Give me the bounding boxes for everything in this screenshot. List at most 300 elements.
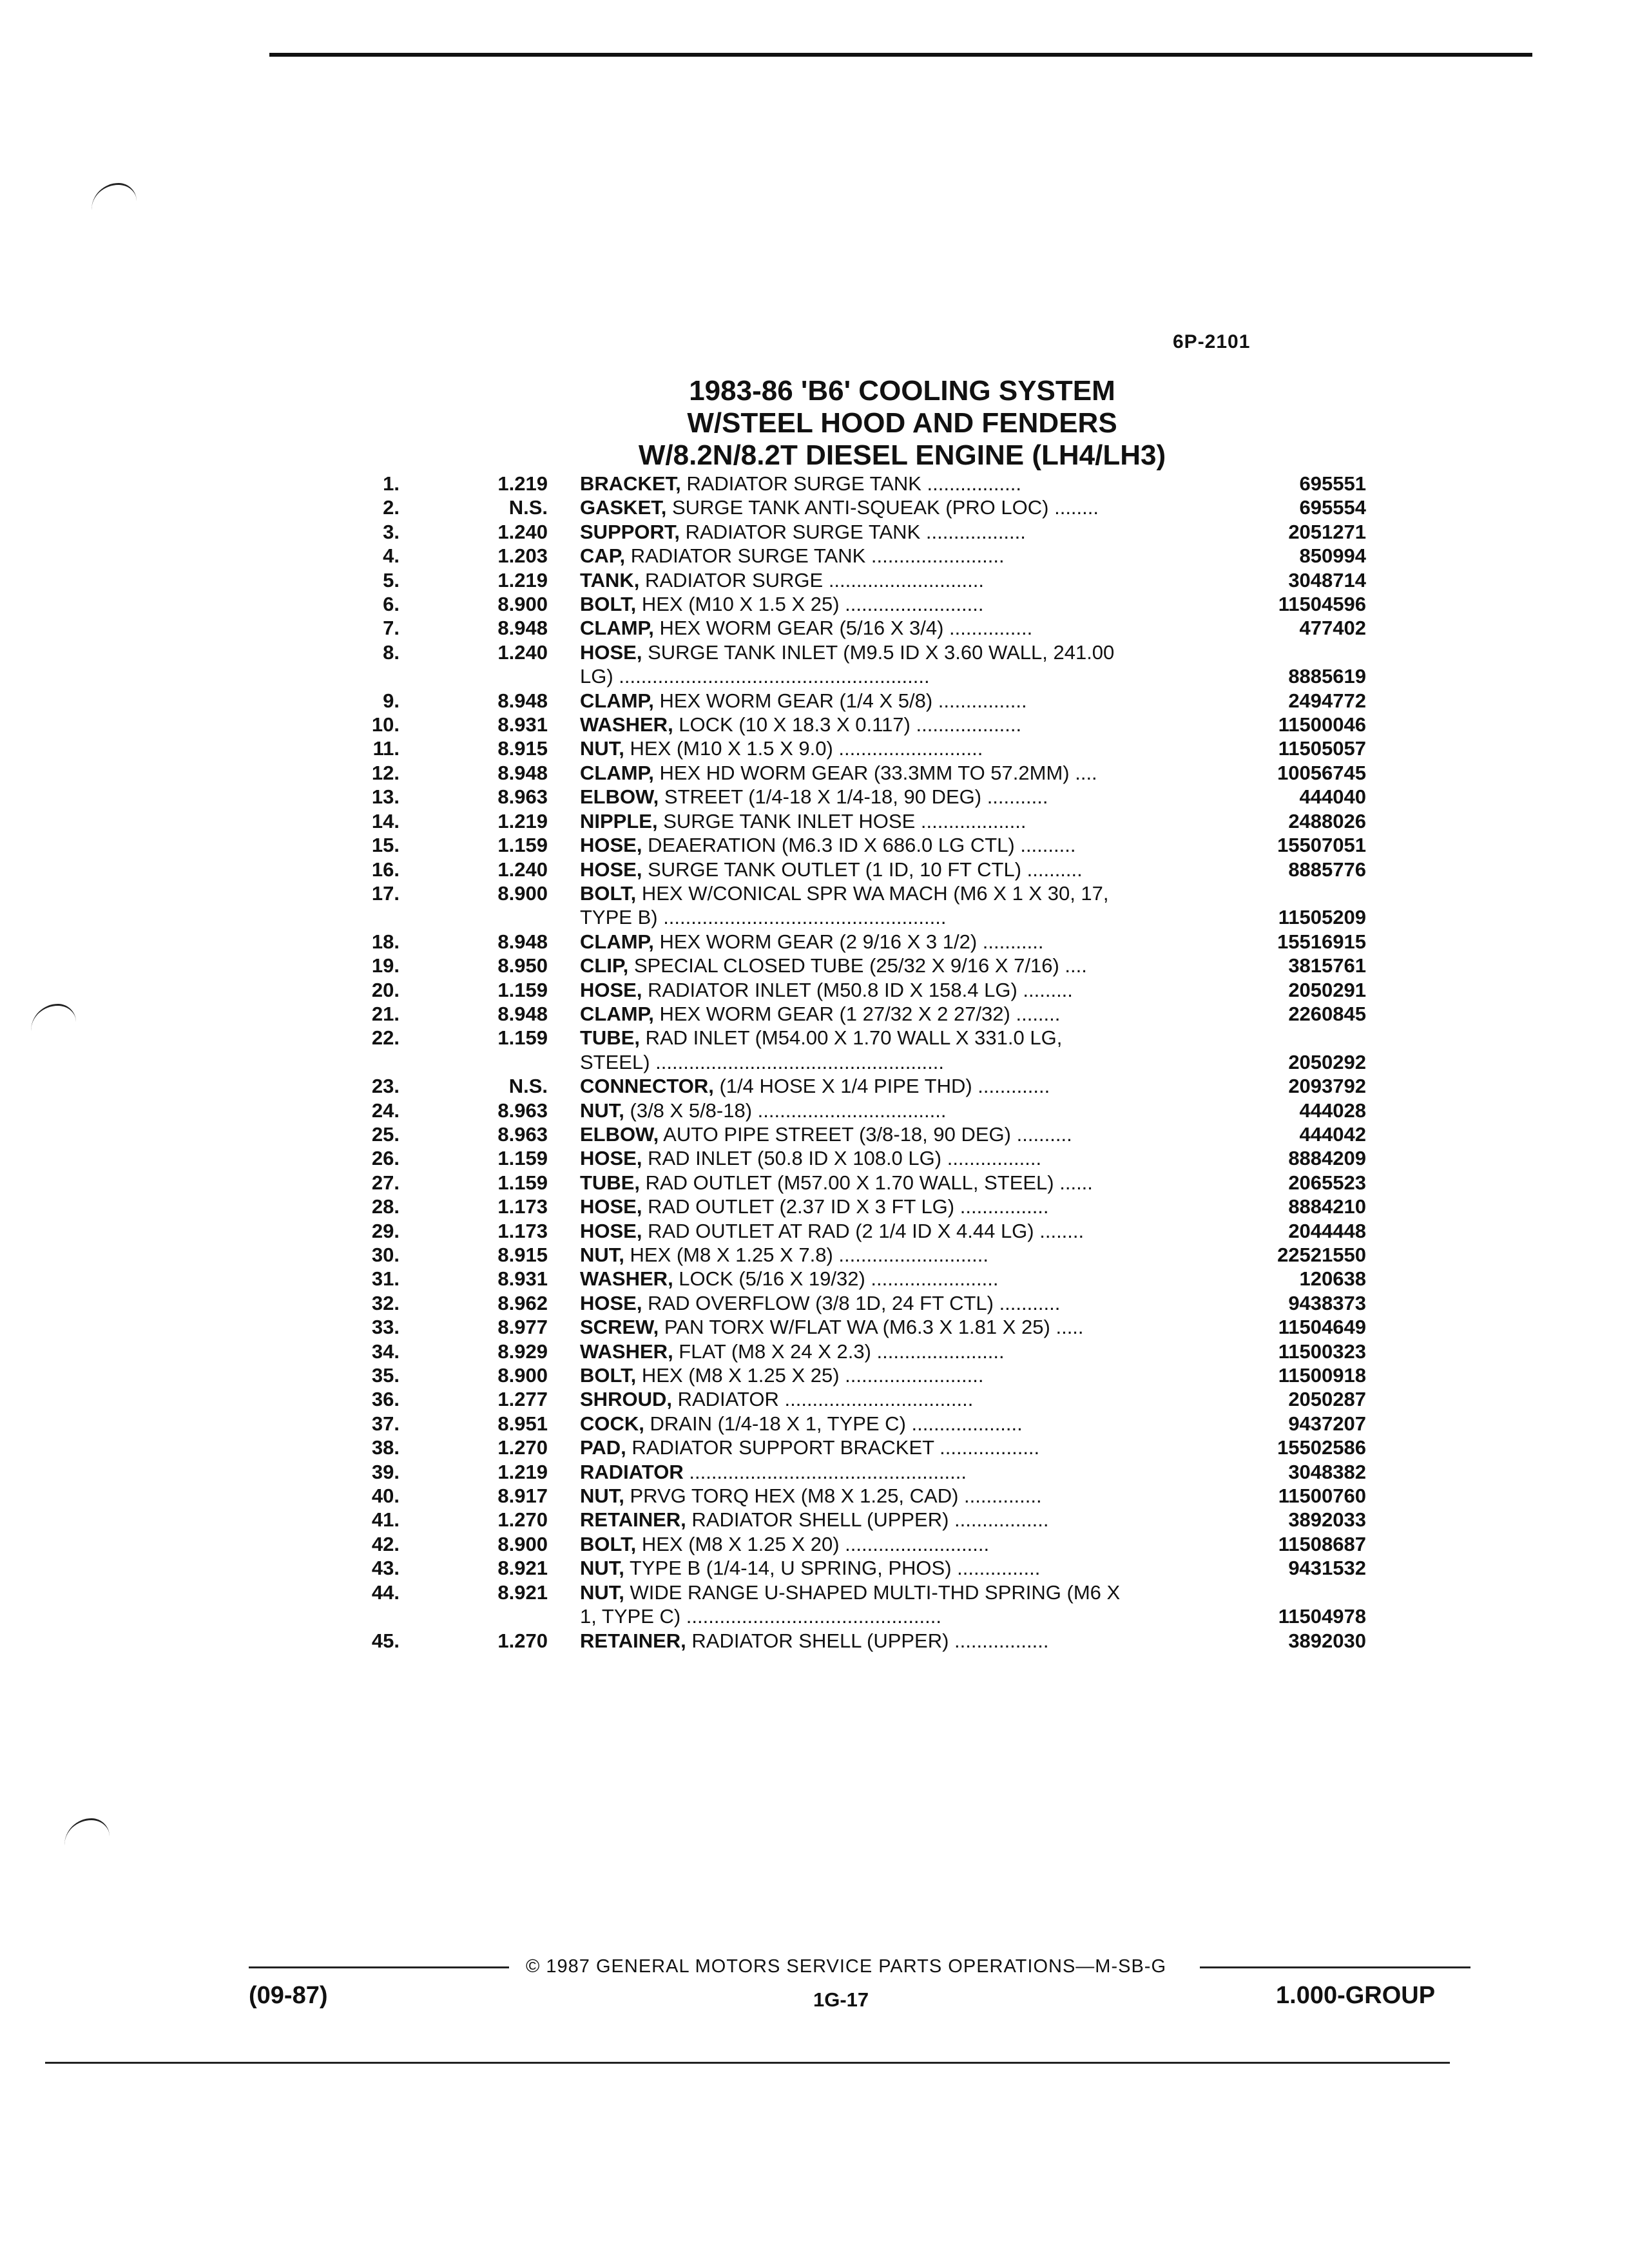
part-number: 695551 — [1299, 472, 1366, 495]
item-number: 8. — [383, 640, 400, 664]
part-number: 3892030 — [1288, 1629, 1366, 1652]
item-number: 37. — [371, 1412, 400, 1435]
part-name: BOLT, — [580, 593, 637, 616]
illustration-ref: 8.948 — [497, 617, 548, 640]
part-row — [348, 833, 1366, 857]
part-description — [580, 736, 1218, 760]
item-number: 43. — [371, 1557, 400, 1580]
part-number: 120638 — [1299, 1267, 1366, 1291]
part-row — [348, 809, 1366, 833]
illustration-ref: 8.921 — [497, 1557, 548, 1580]
part-name: CLAMP, — [580, 1002, 654, 1025]
footer-rule-left — [249, 1966, 509, 1968]
part-row — [348, 1363, 1366, 1387]
part-description — [580, 1508, 1218, 1532]
part-detail: HEX (M8 X 1.25 X 7.8) ........................... — [624, 1244, 988, 1266]
part-detail: RADIATOR SURGE TANK .................. — [680, 520, 1026, 543]
part-description — [580, 1195, 1218, 1218]
part-name: SCREW, — [580, 1316, 659, 1339]
part-description — [580, 785, 1218, 809]
item-number: 35. — [371, 1364, 400, 1387]
item-number: 34. — [371, 1340, 400, 1363]
item-number: 21. — [371, 1002, 400, 1025]
part-number: 11504649 — [1278, 1316, 1366, 1339]
illustration-ref: 8.900 — [497, 1364, 548, 1387]
part-row — [348, 1436, 1366, 1459]
item-number: 11. — [372, 737, 400, 760]
illustration-ref: 1.219 — [497, 809, 548, 832]
part-description — [580, 978, 1218, 1002]
illustration-ref: 8.900 — [497, 593, 548, 616]
illustration-ref: 8.951 — [497, 1412, 548, 1435]
part-name: NIPPLE, — [580, 809, 658, 832]
part-detail-continued: LG) ........................................................ — [580, 665, 930, 688]
part-number: 9431532 — [1288, 1557, 1366, 1580]
part-row — [348, 1387, 1366, 1411]
illustration-ref: 8.900 — [497, 881, 548, 905]
part-description — [580, 809, 1218, 833]
item-number: 39. — [371, 1460, 400, 1483]
part-name: HOSE, — [580, 1291, 642, 1314]
part-number: 3892033 — [1288, 1508, 1366, 1532]
part-detail: HEX WORM GEAR (1/4 X 5/8) ................ — [653, 689, 1027, 712]
part-row — [348, 1074, 1366, 1098]
part-detail: (1/4 HOSE X 1/4 PIPE THD) ............. — [713, 1075, 1050, 1098]
illustration-ref: 1.159 — [497, 834, 548, 857]
item-number: 4. — [383, 544, 400, 568]
item-number: 25. — [371, 1122, 400, 1146]
part-detail: HEX WORM GEAR (5/16 X 3/4) ............... — [653, 617, 1033, 640]
item-number: 27. — [371, 1171, 400, 1194]
part-row — [348, 495, 1366, 519]
part-row — [348, 930, 1366, 954]
illustration-ref: 1.159 — [497, 1171, 548, 1194]
part-detail: SURGE TANK ANTI-SQUEAK (PRO LOC) ........ — [666, 496, 1099, 519]
illustration-ref: 1.219 — [497, 472, 548, 495]
part-row — [348, 1195, 1366, 1218]
part-name: WASHER, — [580, 1267, 673, 1291]
bottom-rule — [45, 2062, 1450, 2064]
part-detail: RAD OVERFLOW (3/8 1D, 24 FT CTL) ........... — [642, 1291, 1061, 1314]
title-line: W/8.2N/8.2T DIESEL ENGINE (LH4/LH3) — [638, 439, 1166, 471]
part-detail: RADIATOR SURGE TANK ................. — [680, 472, 1021, 495]
part-detail: HEX WORM GEAR (2 9/16 X 3 1/2) ........... — [653, 930, 1044, 953]
part-description — [580, 1026, 1218, 1074]
part-description — [580, 761, 1218, 785]
part-row — [348, 1315, 1366, 1339]
part-name: RETAINER, — [580, 1629, 686, 1652]
title-line: W/STEEL HOOD AND FENDERS — [687, 407, 1117, 439]
part-number: 11500918 — [1278, 1364, 1366, 1387]
part-row — [348, 689, 1366, 713]
part-detail: (3/8 X 5/8-18) .................................. — [624, 1099, 947, 1122]
item-number: 14. — [371, 809, 400, 832]
part-description — [580, 1122, 1218, 1146]
part-name: ELBOW, — [580, 785, 659, 809]
part-detail-continued: STEEL) .................................................... — [580, 1050, 945, 1073]
part-number: 11505057 — [1278, 737, 1366, 760]
item-number: 28. — [371, 1195, 400, 1218]
illustration-ref: 1.159 — [497, 1026, 548, 1050]
part-row — [348, 1508, 1366, 1532]
part-detail: TYPE B (1/4-14, U SPRING, PHOS) ............... — [624, 1557, 1041, 1580]
part-number: 2488026 — [1288, 809, 1366, 832]
part-name: RETAINER, — [580, 1508, 686, 1532]
part-description — [580, 592, 1218, 616]
item-number: 30. — [371, 1244, 400, 1266]
part-description — [580, 1412, 1218, 1436]
page-code: 6P-2101 — [1173, 331, 1251, 352]
part-row — [348, 592, 1366, 616]
part-description — [580, 954, 1218, 977]
part-description — [580, 1532, 1218, 1556]
part-number: 3815761 — [1288, 954, 1366, 977]
illustration-ref: N.S. — [508, 1075, 548, 1098]
part-description — [580, 1436, 1218, 1459]
part-name: SUPPORT, — [580, 520, 680, 543]
item-number: 15. — [371, 834, 400, 857]
part-detail: WIDE RANGE U-SHAPED MULTI-THD SPRING (M6 X — [624, 1581, 1121, 1604]
part-row — [348, 713, 1366, 736]
part-description — [580, 930, 1218, 954]
part-number: 2093792 — [1288, 1075, 1366, 1098]
part-detail: .................................................. — [683, 1460, 967, 1483]
part-detail: LOCK (5/16 X 19/32) ....................... — [673, 1267, 999, 1291]
part-detail: RADIATOR SURGE ............................ — [639, 568, 984, 591]
part-description — [580, 520, 1218, 544]
part-description — [580, 1074, 1218, 1098]
part-name: CLAMP, — [580, 930, 654, 953]
part-name: NUT, — [580, 737, 624, 760]
part-description — [580, 495, 1218, 519]
part-detail: RAD OUTLET (M57.00 X 1.70 WALL, STEEL) ...... — [640, 1171, 1093, 1194]
illustration-ref: 1.159 — [497, 978, 548, 1001]
part-number: 2050291 — [1288, 978, 1366, 1001]
page-number: 1G-17 — [813, 1988, 869, 2011]
part-number: 11500046 — [1278, 713, 1366, 736]
part-detail: HEX W/CONICAL SPR WA MACH (M6 X 1 X 30, 17, — [636, 881, 1109, 905]
part-row — [348, 978, 1366, 1002]
part-description — [580, 1243, 1218, 1267]
part-description — [580, 1002, 1218, 1026]
part-detail: RADIATOR SHELL (UPPER) ................. — [686, 1508, 1049, 1532]
item-number: 12. — [371, 761, 400, 784]
illustration-ref: 8.948 — [497, 1002, 548, 1025]
part-number: 695554 — [1299, 496, 1366, 519]
part-row — [348, 1412, 1366, 1436]
part-name: PAD, — [580, 1436, 626, 1459]
part-description — [580, 1460, 1218, 1484]
part-number: 3048382 — [1288, 1460, 1366, 1483]
part-number: 3048714 — [1288, 568, 1366, 591]
part-detail: RAD OUTLET AT RAD (2 1/4 ID X 4.44 LG) ........ — [642, 1219, 1084, 1242]
revision-date: (09-87) — [249, 1982, 328, 2009]
part-name: CLIP, — [580, 954, 629, 977]
part-number: 2050287 — [1288, 1388, 1366, 1411]
part-detail: SURGE TANK OUTLET (1 ID, 10 FT CTL) .......... — [642, 858, 1083, 881]
part-description — [580, 1556, 1218, 1580]
part-name: HOSE, — [580, 640, 642, 664]
item-number: 3. — [383, 520, 400, 543]
part-number: 9437207 — [1288, 1412, 1366, 1435]
item-number: 6. — [383, 593, 400, 616]
part-row — [348, 472, 1366, 495]
part-row — [348, 520, 1366, 544]
part-row — [348, 568, 1366, 592]
margin-mark — [92, 183, 137, 211]
part-description — [580, 1219, 1218, 1243]
part-row — [348, 1099, 1366, 1122]
part-number: 15516915 — [1277, 930, 1366, 953]
part-number: 15502586 — [1277, 1436, 1366, 1459]
part-detail: RADIATOR SHELL (UPPER) ................. — [686, 1629, 1049, 1652]
part-detail: DEAERATION (M6.3 ID X 686.0 LG CTL) .......... — [642, 834, 1076, 857]
part-row — [348, 736, 1366, 760]
illustration-ref: 1.159 — [497, 1147, 548, 1170]
part-row — [348, 1267, 1366, 1291]
part-row — [348, 1171, 1366, 1195]
illustration-ref: 1.240 — [497, 520, 548, 543]
part-detail-continued: TYPE B) ................................................... — [580, 906, 947, 929]
part-detail: RAD INLET (M54.00 X 1.70 WALL X 331.0 LG, — [640, 1026, 1063, 1050]
part-description — [580, 1146, 1218, 1170]
part-name: CONNECTOR, — [580, 1075, 714, 1098]
illustration-ref: 1.240 — [497, 640, 548, 664]
part-description — [580, 689, 1218, 713]
item-number: 23. — [371, 1075, 400, 1098]
part-row — [348, 1146, 1366, 1170]
part-name: HOSE, — [580, 978, 642, 1001]
part-row — [348, 1291, 1366, 1315]
title-line: 1983-86 'B6' COOLING SYSTEM — [689, 375, 1115, 407]
part-name: SHROUD, — [580, 1388, 672, 1411]
part-name: COCK, — [580, 1412, 644, 1435]
part-row — [348, 954, 1366, 977]
illustration-ref: 1.173 — [497, 1219, 548, 1242]
part-number: 11500323 — [1278, 1340, 1366, 1363]
part-detail: HEX (M10 X 1.5 X 25) ......................... — [636, 593, 984, 616]
illustration-ref: 8.963 — [497, 1122, 548, 1146]
part-row — [348, 1629, 1366, 1653]
part-detail: SURGE TANK INLET (M9.5 ID X 3.60 WALL, 241.00 — [642, 640, 1115, 664]
illustration-ref: 8.977 — [497, 1316, 548, 1339]
part-number: 9438373 — [1288, 1291, 1366, 1314]
item-number: 26. — [371, 1147, 400, 1170]
illustration-ref: 8.900 — [497, 1532, 548, 1555]
illustration-ref: 8.948 — [497, 689, 548, 712]
part-name: CLAMP, — [580, 689, 654, 712]
part-description — [580, 1315, 1218, 1339]
part-row — [348, 1581, 1366, 1629]
part-number: 444028 — [1299, 1099, 1366, 1122]
part-number: 22521550 — [1277, 1244, 1366, 1266]
part-row — [348, 544, 1366, 568]
illustration-ref: 1.270 — [497, 1508, 548, 1532]
item-number: 5. — [383, 568, 400, 591]
part-detail: RADIATOR .................................. — [671, 1388, 974, 1411]
item-number: 38. — [371, 1436, 400, 1459]
part-name: NUT, — [580, 1099, 624, 1122]
top-rule — [269, 53, 1532, 57]
illustration-ref: 1.203 — [497, 544, 548, 568]
illustration-ref: 1.277 — [497, 1388, 548, 1411]
part-number: 850994 — [1299, 544, 1366, 568]
part-number: 15507051 — [1277, 834, 1366, 857]
part-row — [348, 785, 1366, 809]
part-detail: SURGE TANK INLET HOSE ................... — [657, 809, 1027, 832]
item-number: 7. — [383, 617, 400, 640]
part-name: ELBOW, — [580, 1122, 659, 1146]
item-number: 1. — [383, 472, 400, 495]
part-number: 11504978 — [1278, 1605, 1366, 1628]
part-detail: RADIATOR INLET (M50.8 ID X 158.4 LG) ......... — [642, 978, 1073, 1001]
part-name: TANK, — [580, 568, 640, 591]
part-number: 11504596 — [1278, 593, 1366, 616]
part-name: WASHER, — [580, 1340, 673, 1363]
item-number: 32. — [371, 1291, 400, 1314]
item-number: 40. — [371, 1485, 400, 1508]
part-detail: HEX (M8 X 1.25 X 20) .......................... — [636, 1532, 990, 1555]
illustration-ref: 8.915 — [497, 1244, 548, 1266]
part-row — [348, 881, 1366, 930]
item-number: 36. — [371, 1388, 400, 1411]
part-description — [580, 1581, 1218, 1629]
part-name: WASHER, — [580, 713, 673, 736]
item-number: 13. — [371, 785, 400, 809]
illustration-ref: 1.240 — [497, 858, 548, 881]
part-detail-continued: 1, TYPE C) .............................................. — [580, 1605, 941, 1628]
part-detail: AUTO PIPE STREET (3/8-18, 90 DEG) .......... — [659, 1122, 1072, 1146]
part-description — [580, 1629, 1218, 1653]
part-detail: PAN TORX W/FLAT WA (M6.3 X 1.81 X 25) ..... — [659, 1316, 1084, 1339]
part-name: RADIATOR — [580, 1460, 684, 1483]
part-description — [580, 1340, 1218, 1363]
item-number: 17. — [371, 881, 400, 905]
illustration-ref: 1.219 — [497, 568, 548, 591]
part-description — [580, 1291, 1218, 1315]
part-description — [580, 472, 1218, 495]
part-number: 2065523 — [1288, 1171, 1366, 1194]
item-number: 22. — [371, 1026, 400, 1050]
part-number: 8884209 — [1288, 1147, 1366, 1170]
part-row — [348, 1219, 1366, 1243]
part-name: NUT, — [580, 1244, 624, 1266]
part-number: 8885776 — [1288, 858, 1366, 881]
part-description — [580, 640, 1218, 689]
part-number: 2044448 — [1288, 1219, 1366, 1242]
illustration-ref: 8.931 — [497, 1267, 548, 1291]
part-name: GASKET, — [580, 496, 667, 519]
illustration-ref: 8.921 — [497, 1581, 548, 1604]
illustration-ref: 1.270 — [497, 1436, 548, 1459]
item-number: 19. — [371, 954, 400, 977]
part-detail: RADIATOR SURGE TANK ........................ — [625, 544, 1005, 568]
part-name: CAP, — [580, 544, 626, 568]
part-name: TUBE, — [580, 1026, 640, 1050]
part-name: HOSE, — [580, 858, 642, 881]
part-number: 8884210 — [1288, 1195, 1366, 1218]
item-number: 18. — [371, 930, 400, 953]
part-detail: HEX HD WORM GEAR (33.3MM TO 57.2MM) .... — [653, 761, 1097, 784]
part-number: 2494772 — [1288, 689, 1366, 712]
illustration-ref: 8.915 — [497, 737, 548, 760]
part-number: 11500760 — [1278, 1485, 1366, 1508]
part-row — [348, 1002, 1366, 1026]
part-description — [580, 1363, 1218, 1387]
copyright: © 1987 GENERAL MOTORS SERVICE PARTS OPERATIONS—M-SB-G — [526, 1956, 1166, 1977]
item-number: 10. — [371, 713, 400, 736]
part-detail: HEX WORM GEAR (1 27/32 X 2 27/32) ........ — [653, 1002, 1061, 1025]
illustration-ref: 8.931 — [497, 713, 548, 736]
part-detail: DRAIN (1/4-18 X 1, TYPE C) .................... — [644, 1412, 1023, 1435]
part-detail: HEX (M10 X 1.5 X 9.0) .......................... — [624, 737, 983, 760]
part-number: 2051271 — [1288, 520, 1366, 543]
part-detail: RADIATOR SUPPORT BRACKET .................. — [626, 1436, 1040, 1459]
part-row — [348, 1122, 1366, 1146]
part-description — [580, 568, 1218, 592]
part-row — [348, 1556, 1366, 1580]
part-row — [348, 1340, 1366, 1363]
illustration-ref: 8.963 — [497, 1099, 548, 1122]
margin-mark — [64, 1818, 110, 1846]
part-row — [348, 640, 1366, 689]
part-number: 2260845 — [1288, 1002, 1366, 1025]
item-number: 9. — [383, 689, 400, 712]
part-detail: HEX (M8 X 1.25 X 25) ......................... — [636, 1364, 984, 1387]
part-description — [580, 881, 1218, 930]
part-number: 11508687 — [1278, 1532, 1366, 1555]
illustration-ref: 1.270 — [497, 1629, 548, 1652]
illustration-ref: 8.929 — [497, 1340, 548, 1363]
part-name: NUT, — [580, 1581, 624, 1604]
part-name: CLAMP, — [580, 617, 654, 640]
item-number: 2. — [383, 496, 400, 519]
part-name: HOSE, — [580, 1147, 642, 1170]
part-row — [348, 616, 1366, 640]
illustration-ref: 8.962 — [497, 1291, 548, 1314]
group-label: 1.000-GROUP — [1276, 1982, 1436, 2009]
item-number: 41. — [371, 1508, 400, 1532]
part-row — [348, 1484, 1366, 1508]
part-detail: STREET (1/4-18 X 1/4-18, 90 DEG) ........... — [659, 785, 1048, 809]
page-title — [567, 375, 1237, 472]
part-description — [580, 616, 1218, 640]
illustration-ref: 1.173 — [497, 1195, 548, 1218]
part-detail: PRVG TORQ HEX (M8 X 1.25, CAD) .............. — [624, 1485, 1042, 1508]
part-name: BOLT, — [580, 1364, 637, 1387]
part-row — [348, 1460, 1366, 1484]
part-description — [580, 1171, 1218, 1195]
part-description — [580, 1099, 1218, 1122]
part-name: CLAMP, — [580, 761, 654, 784]
part-description — [580, 544, 1218, 568]
part-detail: RAD OUTLET (2.37 ID X 3 FT LG) ................ — [642, 1195, 1049, 1218]
part-detail: RAD INLET (50.8 ID X 108.0 LG) ................. — [642, 1147, 1042, 1170]
part-number: 8885619 — [1288, 665, 1366, 688]
item-number: 33. — [371, 1316, 400, 1339]
part-description — [580, 1484, 1218, 1508]
part-name: HOSE, — [580, 1219, 642, 1242]
part-number: 2050292 — [1288, 1050, 1366, 1073]
illustration-ref: 8.950 — [497, 954, 548, 977]
part-row — [348, 1026, 1366, 1074]
part-name: BOLT, — [580, 881, 637, 905]
part-name: NUT, — [580, 1485, 624, 1508]
item-number: 45. — [371, 1629, 400, 1652]
part-detail: SPECIAL CLOSED TUBE (25/32 X 9/16 X 7/16) .... — [628, 954, 1087, 977]
item-number: 31. — [371, 1267, 400, 1291]
illustration-ref: 8.948 — [497, 761, 548, 784]
